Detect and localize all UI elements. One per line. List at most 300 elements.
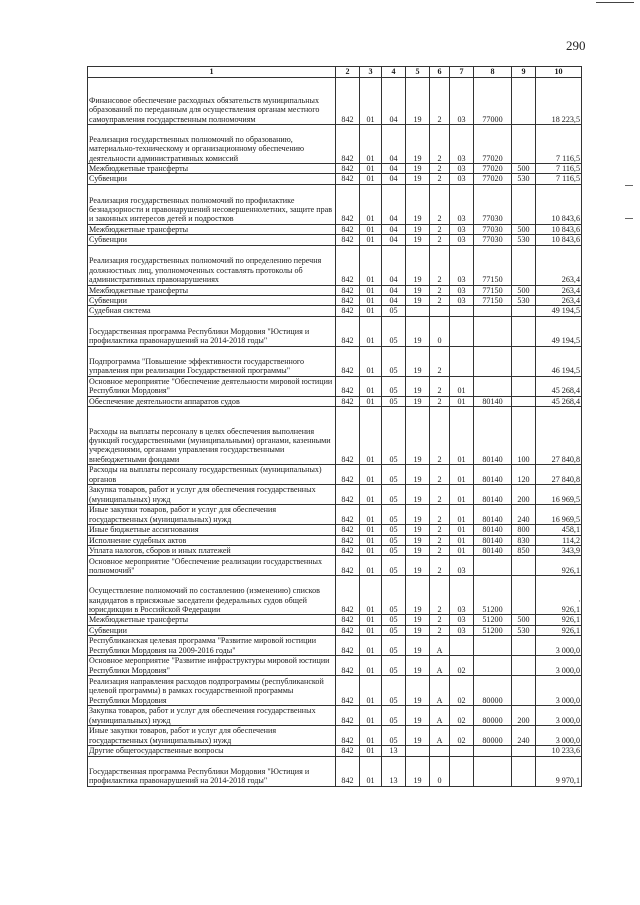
code-cell bbox=[474, 306, 512, 316]
table-row bbox=[88, 245, 582, 285]
code-cell: 01 bbox=[360, 285, 382, 295]
code-cell: 02 bbox=[450, 656, 474, 676]
code-cell: 19 bbox=[406, 316, 430, 346]
code-cell bbox=[512, 184, 536, 224]
code-cell: 04 bbox=[382, 235, 406, 245]
code-cell: 05 bbox=[382, 407, 406, 465]
code-cell: 01 bbox=[360, 346, 382, 376]
code-cell: 05 bbox=[382, 726, 406, 746]
code-cell: 100 bbox=[512, 407, 536, 465]
code-cell bbox=[430, 306, 450, 316]
code-cell: 2 bbox=[430, 296, 450, 306]
code-cell: 80140 bbox=[474, 465, 512, 485]
code-cell: 03 bbox=[450, 245, 474, 285]
code-cell bbox=[512, 396, 536, 406]
table-row bbox=[88, 184, 582, 224]
row-name-cell: Закупка товаров, работ и услуг для обеспечения государственных (муниципальных) нужд bbox=[88, 485, 336, 505]
table-row bbox=[88, 164, 582, 174]
code-cell: 03 bbox=[450, 625, 474, 635]
amount-cell: 926,1 bbox=[536, 615, 582, 625]
margin-mark bbox=[625, 218, 633, 219]
table-row bbox=[88, 706, 582, 726]
code-cell bbox=[474, 746, 512, 756]
code-cell: 19 bbox=[406, 505, 430, 525]
code-cell: 19 bbox=[406, 656, 430, 676]
code-cell: 842 bbox=[336, 615, 360, 625]
row-name-cell: Иные закупки товаров, работ и услуг для обеспечения государственных (муниципальных) нужд bbox=[88, 505, 336, 525]
amount-cell: 263,4 bbox=[536, 296, 582, 306]
amount-cell: 27 840,8 bbox=[536, 465, 582, 485]
code-cell: 19 bbox=[406, 625, 430, 635]
row-name-cell: Государственная программа Республики Мордовия "Юстиция и профилактика правонарушений на 2014-2018 годы" bbox=[88, 756, 336, 786]
row-name-cell: Реализация направления расходов подпрограммы (республиканской целевой программы) в рамках государственной программы Республики Мордовия bbox=[88, 676, 336, 706]
table-row bbox=[88, 656, 582, 676]
code-cell: 01 bbox=[360, 576, 382, 615]
table-row bbox=[88, 306, 582, 316]
code-cell: 02 bbox=[450, 706, 474, 726]
code-cell: 842 bbox=[336, 376, 360, 396]
code-cell: 02 bbox=[450, 726, 474, 746]
code-cell: 2 bbox=[430, 235, 450, 245]
code-cell: 01 bbox=[360, 756, 382, 786]
code-cell: 04 bbox=[382, 224, 406, 234]
code-cell: 19 bbox=[406, 296, 430, 306]
code-cell bbox=[430, 746, 450, 756]
code-cell: А bbox=[430, 726, 450, 746]
code-cell: 05 bbox=[382, 505, 406, 525]
row-name-cell: Основное мероприятие "Обеспечение деятельности мировой юстиции Республики Мордовия" bbox=[88, 376, 336, 396]
code-cell: 19 bbox=[406, 235, 430, 245]
code-cell: 842 bbox=[336, 556, 360, 576]
header-cell: 3 bbox=[360, 67, 382, 78]
table-row bbox=[88, 576, 582, 615]
code-cell: 77030 bbox=[474, 224, 512, 234]
code-cell bbox=[512, 306, 536, 316]
code-cell: 19 bbox=[406, 184, 430, 224]
code-cell: 530 bbox=[512, 174, 536, 184]
code-cell: 842 bbox=[336, 505, 360, 525]
table-row bbox=[88, 726, 582, 746]
code-cell: 842 bbox=[336, 676, 360, 706]
code-cell: 77030 bbox=[474, 184, 512, 224]
code-cell bbox=[450, 316, 474, 346]
code-cell bbox=[450, 306, 474, 316]
code-cell bbox=[450, 636, 474, 656]
code-cell: 03 bbox=[450, 235, 474, 245]
table-row bbox=[88, 407, 582, 465]
amount-cell: 7 116,5 bbox=[536, 174, 582, 184]
code-cell: 842 bbox=[336, 245, 360, 285]
code-cell: 842 bbox=[336, 746, 360, 756]
amount-cell: 926,1 bbox=[536, 576, 582, 615]
row-name-cell: Другие общегосударственные вопросы bbox=[88, 746, 336, 756]
code-cell: 842 bbox=[336, 525, 360, 535]
code-cell: 830 bbox=[512, 535, 536, 545]
table-row bbox=[88, 615, 582, 625]
code-cell: 2 bbox=[430, 184, 450, 224]
row-name-cell: Межбюджетные трансферты bbox=[88, 615, 336, 625]
row-name-cell: Субвенции bbox=[88, 296, 336, 306]
code-cell: 2 bbox=[430, 285, 450, 295]
code-cell: 01 bbox=[360, 224, 382, 234]
table-body bbox=[88, 67, 582, 787]
code-cell: 2 bbox=[430, 224, 450, 234]
code-cell: 05 bbox=[382, 485, 406, 505]
header-cell: 2 bbox=[336, 67, 360, 78]
code-cell: 19 bbox=[406, 756, 430, 786]
amount-cell: 3 000,0 bbox=[536, 676, 582, 706]
code-cell: 2 bbox=[430, 556, 450, 576]
code-cell: 19 bbox=[406, 396, 430, 406]
code-cell: 01 bbox=[360, 625, 382, 635]
row-name-cell: Реализация государственных полномочий по определению перечня должностных лиц, уполномоченных составлять протоколы об административных правонарушениях bbox=[88, 245, 336, 285]
code-cell: 2 bbox=[430, 346, 450, 376]
row-name-cell: Межбюджетные трансферты bbox=[88, 164, 336, 174]
page-number: 290 bbox=[566, 38, 586, 53]
code-cell: 03 bbox=[450, 164, 474, 174]
table-row bbox=[88, 636, 582, 656]
code-cell: 05 bbox=[382, 636, 406, 656]
code-cell: 05 bbox=[382, 525, 406, 535]
code-cell: 05 bbox=[382, 546, 406, 556]
code-cell: 19 bbox=[406, 285, 430, 295]
code-cell: 03 bbox=[450, 556, 474, 576]
code-cell: 01 bbox=[360, 615, 382, 625]
code-cell: 19 bbox=[406, 676, 430, 706]
code-cell: 19 bbox=[406, 546, 430, 556]
code-cell: 19 bbox=[406, 78, 430, 125]
code-cell: 01 bbox=[360, 556, 382, 576]
code-cell: 04 bbox=[382, 184, 406, 224]
code-cell: 77020 bbox=[474, 164, 512, 174]
row-name-cell: Реализация государственных полномочий по профилактике безнадзорности и правонарушений несовершеннолетних, защите прав и законных интересов детей и подростков bbox=[88, 184, 336, 224]
code-cell: 03 bbox=[450, 615, 474, 625]
code-cell bbox=[406, 306, 430, 316]
budget-table bbox=[87, 66, 582, 787]
code-cell: 02 bbox=[450, 676, 474, 706]
code-cell: 19 bbox=[406, 615, 430, 625]
code-cell: 842 bbox=[336, 535, 360, 545]
row-name-cell: Субвенции bbox=[88, 235, 336, 245]
code-cell: 01 bbox=[360, 306, 382, 316]
code-cell: 01 bbox=[360, 505, 382, 525]
code-cell: 850 bbox=[512, 546, 536, 556]
code-cell: А bbox=[430, 706, 450, 726]
amount-cell: 3 000,0 bbox=[536, 726, 582, 746]
code-cell bbox=[450, 756, 474, 786]
code-cell: 01 bbox=[360, 164, 382, 174]
code-cell bbox=[474, 316, 512, 346]
code-cell: 842 bbox=[336, 636, 360, 656]
code-cell: 01 bbox=[360, 125, 382, 164]
code-cell: 01 bbox=[360, 546, 382, 556]
row-name-cell: Расходы на выплаты персоналу в целях обеспечения выполнения функций государственными (муниципальными) органами, казенными учреждениями, органами управления государственными внебюджетными фондами bbox=[88, 407, 336, 465]
row-name-cell: Основное мероприятие "Развитие инфраструктуры мировой юстиции Республики Мордовия" bbox=[88, 656, 336, 676]
table-row bbox=[88, 505, 582, 525]
code-cell: 05 bbox=[382, 615, 406, 625]
code-cell: 05 bbox=[382, 676, 406, 706]
amount-cell: 343,9 bbox=[536, 546, 582, 556]
table-row bbox=[88, 546, 582, 556]
amount-cell: 49 194,5 bbox=[536, 316, 582, 346]
row-name-cell: Подпрограмма "Повышение эффективности государственного управления при реализации Государственной программы" bbox=[88, 346, 336, 376]
code-cell: 03 bbox=[450, 285, 474, 295]
code-cell: 01 bbox=[450, 376, 474, 396]
code-cell bbox=[474, 376, 512, 396]
code-cell: 80140 bbox=[474, 485, 512, 505]
code-cell: 03 bbox=[450, 125, 474, 164]
code-cell bbox=[406, 746, 430, 756]
code-cell: 01 bbox=[450, 535, 474, 545]
code-cell: 19 bbox=[406, 245, 430, 285]
table-row bbox=[88, 676, 582, 706]
code-cell: 01 bbox=[360, 184, 382, 224]
header-cell: 6 bbox=[430, 67, 450, 78]
code-cell: 01 bbox=[360, 407, 382, 465]
code-cell: 842 bbox=[336, 174, 360, 184]
code-cell: 04 bbox=[382, 78, 406, 125]
code-cell: 842 bbox=[336, 465, 360, 485]
code-cell: 2 bbox=[430, 164, 450, 174]
code-cell: 842 bbox=[336, 235, 360, 245]
table-row bbox=[88, 396, 582, 406]
code-cell: 842 bbox=[336, 296, 360, 306]
code-cell: 01 bbox=[360, 525, 382, 535]
amount-cell: 46 194,5 bbox=[536, 346, 582, 376]
amount-cell: 9 970,1 bbox=[536, 756, 582, 786]
code-cell: 2 bbox=[430, 535, 450, 545]
code-cell: 01 bbox=[450, 485, 474, 505]
code-cell: 842 bbox=[336, 224, 360, 234]
code-cell bbox=[512, 78, 536, 125]
code-cell: 01 bbox=[360, 316, 382, 346]
code-cell: 200 bbox=[512, 706, 536, 726]
code-cell: 530 bbox=[512, 625, 536, 635]
code-cell: 05 bbox=[382, 376, 406, 396]
amount-cell: 16 969,5 bbox=[536, 485, 582, 505]
table-row bbox=[88, 756, 582, 786]
code-cell: 03 bbox=[450, 184, 474, 224]
table-row bbox=[88, 746, 582, 756]
code-cell bbox=[512, 656, 536, 676]
amount-cell: 263,4 bbox=[536, 245, 582, 285]
code-cell: 19 bbox=[406, 576, 430, 615]
code-cell bbox=[512, 636, 536, 656]
code-cell: 19 bbox=[406, 556, 430, 576]
row-name-cell: Иные бюджетные ассигнования bbox=[88, 525, 336, 535]
code-cell: 842 bbox=[336, 346, 360, 376]
code-cell: 19 bbox=[406, 376, 430, 396]
code-cell: 19 bbox=[406, 726, 430, 746]
code-cell: 2 bbox=[430, 485, 450, 505]
code-cell bbox=[512, 676, 536, 706]
code-cell bbox=[512, 756, 536, 786]
code-cell: 05 bbox=[382, 535, 406, 545]
row-name-cell: Обеспечение деятельности аппаратов судов bbox=[88, 396, 336, 406]
code-cell: А bbox=[430, 676, 450, 706]
code-cell: 19 bbox=[406, 535, 430, 545]
code-cell: 05 bbox=[382, 346, 406, 376]
code-cell: 2 bbox=[430, 465, 450, 485]
code-cell: 03 bbox=[450, 296, 474, 306]
row-name-cell: Межбюджетные трансферты bbox=[88, 285, 336, 295]
code-cell: 77020 bbox=[474, 125, 512, 164]
code-cell: 19 bbox=[406, 174, 430, 184]
code-cell: 80000 bbox=[474, 726, 512, 746]
table-row bbox=[88, 296, 582, 306]
code-cell: 03 bbox=[450, 174, 474, 184]
header-cell: 1 bbox=[88, 67, 336, 78]
code-cell bbox=[474, 346, 512, 376]
row-name-cell: Исполнение судебных актов bbox=[88, 535, 336, 545]
code-cell: 240 bbox=[512, 505, 536, 525]
table-row bbox=[88, 224, 582, 234]
code-cell: 240 bbox=[512, 726, 536, 746]
code-cell: 01 bbox=[360, 376, 382, 396]
code-cell: 842 bbox=[336, 285, 360, 295]
table-row bbox=[88, 285, 582, 295]
code-cell: 51200 bbox=[474, 615, 512, 625]
code-cell: А bbox=[430, 636, 450, 656]
code-cell: 120 bbox=[512, 465, 536, 485]
code-cell: 01 bbox=[360, 465, 382, 485]
margin-mark bbox=[625, 185, 633, 186]
code-cell: 0 bbox=[430, 756, 450, 786]
code-cell: 500 bbox=[512, 615, 536, 625]
code-cell: 01 bbox=[360, 296, 382, 306]
code-cell: 01 bbox=[360, 245, 382, 285]
table-row bbox=[88, 235, 582, 245]
code-cell: 01 bbox=[360, 535, 382, 545]
code-cell: 842 bbox=[336, 316, 360, 346]
scan-artifact: · bbox=[578, 596, 581, 606]
code-cell: 77020 bbox=[474, 174, 512, 184]
code-cell: 2 bbox=[430, 525, 450, 535]
table-row bbox=[88, 376, 582, 396]
code-cell: 01 bbox=[450, 546, 474, 556]
code-cell bbox=[512, 576, 536, 615]
code-cell: 842 bbox=[336, 396, 360, 406]
code-cell: 842 bbox=[336, 656, 360, 676]
code-cell: 80140 bbox=[474, 407, 512, 465]
code-cell: 01 bbox=[360, 726, 382, 746]
row-name-cell: Иные закупки товаров, работ и услуг для обеспечения государственных (муниципальных) нужд bbox=[88, 726, 336, 746]
code-cell: 80000 bbox=[474, 706, 512, 726]
code-cell bbox=[512, 556, 536, 576]
row-name-cell: Реализация государственных полномочий по образованию, материально-техническому и организационному обеспечению деятельности административных комиссий bbox=[88, 125, 336, 164]
row-name-cell: Субвенции bbox=[88, 625, 336, 635]
code-cell: 842 bbox=[336, 164, 360, 174]
code-cell: 01 bbox=[450, 396, 474, 406]
code-cell: 13 bbox=[382, 746, 406, 756]
code-cell bbox=[474, 756, 512, 786]
amount-cell: 16 969,5 bbox=[536, 505, 582, 525]
code-cell: 19 bbox=[406, 465, 430, 485]
code-cell: 800 bbox=[512, 525, 536, 535]
code-cell: 01 bbox=[360, 235, 382, 245]
code-cell: 01 bbox=[360, 636, 382, 656]
table-row bbox=[88, 346, 582, 376]
code-cell: 2 bbox=[430, 125, 450, 164]
code-cell: 04 bbox=[382, 296, 406, 306]
table-header-row bbox=[88, 67, 582, 78]
row-name-cell: Межбюджетные трансферты bbox=[88, 224, 336, 234]
amount-cell: 10 843,6 bbox=[536, 184, 582, 224]
header-cell: 4 bbox=[382, 67, 406, 78]
code-cell: 80140 bbox=[474, 396, 512, 406]
code-cell: 01 bbox=[450, 525, 474, 535]
code-cell: 842 bbox=[336, 546, 360, 556]
code-cell: 01 bbox=[360, 396, 382, 406]
code-cell bbox=[512, 376, 536, 396]
code-cell: 04 bbox=[382, 285, 406, 295]
code-cell: 842 bbox=[336, 78, 360, 125]
code-cell: 04 bbox=[382, 245, 406, 285]
code-cell: 51200 bbox=[474, 625, 512, 635]
header-cell: 7 bbox=[450, 67, 474, 78]
row-name-cell: Расходы на выплаты персоналу государственных (муниципальных) органов bbox=[88, 465, 336, 485]
amount-cell: 263,4 bbox=[536, 285, 582, 295]
code-cell: 01 bbox=[360, 78, 382, 125]
row-name-cell: Субвенции bbox=[88, 174, 336, 184]
row-name-cell: Финансовое обеспечение расходных обязательств муниципальных образований по переданным для осуществления органам местного самоуправления государственным полномочиям bbox=[88, 78, 336, 125]
code-cell: 842 bbox=[336, 756, 360, 786]
code-cell: 2 bbox=[430, 615, 450, 625]
code-cell: 2 bbox=[430, 376, 450, 396]
code-cell: 03 bbox=[450, 224, 474, 234]
table-row bbox=[88, 625, 582, 635]
code-cell: 842 bbox=[336, 485, 360, 505]
header-cell: 10 bbox=[536, 67, 582, 78]
header-cell: 5 bbox=[406, 67, 430, 78]
code-cell: 200 bbox=[512, 485, 536, 505]
header-cell: 8 bbox=[474, 67, 512, 78]
code-cell: 01 bbox=[450, 505, 474, 525]
row-name-cell: Государственная программа Республики Мордовия "Юстиция и профилактика правонарушений на 2014-2018 годы" bbox=[88, 316, 336, 346]
code-cell: 77150 bbox=[474, 296, 512, 306]
top-corner-rule bbox=[596, 2, 634, 3]
code-cell: 842 bbox=[336, 407, 360, 465]
code-cell: 80140 bbox=[474, 505, 512, 525]
code-cell: 19 bbox=[406, 164, 430, 174]
code-cell: 530 bbox=[512, 235, 536, 245]
table-row bbox=[88, 125, 582, 164]
header-cell: 9 bbox=[512, 67, 536, 78]
code-cell: 05 bbox=[382, 306, 406, 316]
code-cell: 05 bbox=[382, 465, 406, 485]
code-cell: 01 bbox=[360, 746, 382, 756]
code-cell: 842 bbox=[336, 625, 360, 635]
code-cell: 19 bbox=[406, 706, 430, 726]
code-cell bbox=[512, 125, 536, 164]
code-cell bbox=[512, 746, 536, 756]
table-row bbox=[88, 485, 582, 505]
code-cell: 01 bbox=[360, 706, 382, 726]
code-cell: 77030 bbox=[474, 235, 512, 245]
amount-cell: 45 268,4 bbox=[536, 376, 582, 396]
row-name-cell: Осуществление полномочий по составлению (изменению) списков кандидатов в присяжные заседатели федеральных судов общей юрисдикции в Российской Федерации bbox=[88, 576, 336, 615]
row-name-cell: Основное мероприятие "Обеспечение реализации государственных полномочий" bbox=[88, 556, 336, 576]
amount-cell: 45 268,4 bbox=[536, 396, 582, 406]
code-cell: 530 bbox=[512, 296, 536, 306]
code-cell: 2 bbox=[430, 245, 450, 285]
code-cell: 842 bbox=[336, 726, 360, 746]
code-cell: 01 bbox=[450, 407, 474, 465]
code-cell: 842 bbox=[336, 184, 360, 224]
table-row bbox=[88, 556, 582, 576]
amount-cell: 49 194,5 bbox=[536, 306, 582, 316]
code-cell: 842 bbox=[336, 576, 360, 615]
